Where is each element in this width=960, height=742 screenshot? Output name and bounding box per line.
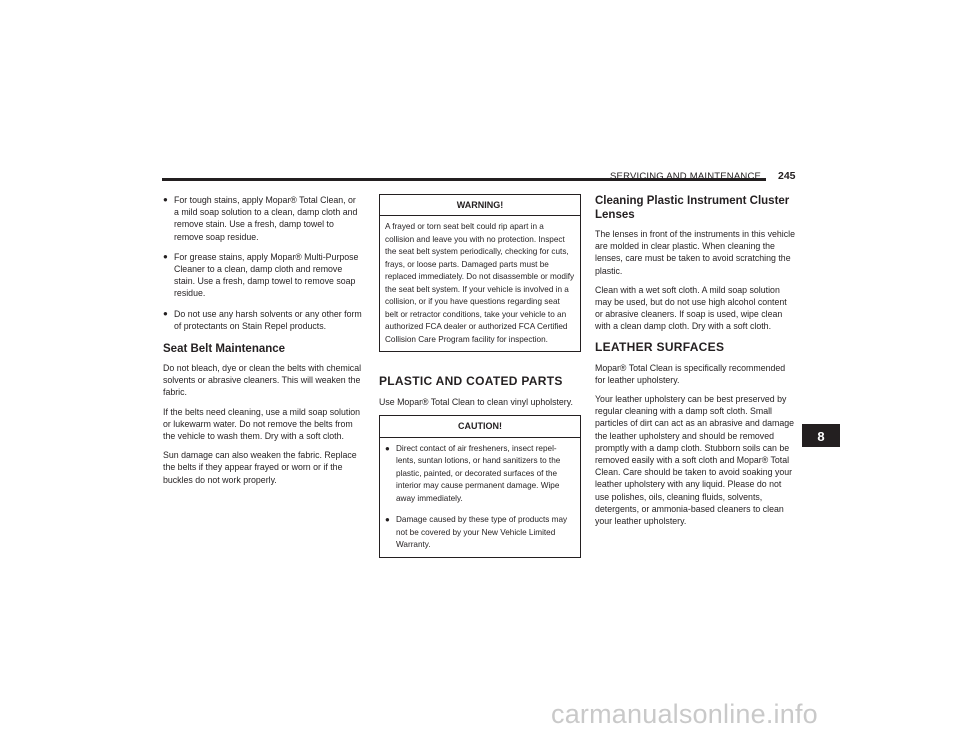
- column-right: [595, 194, 796, 534]
- page-number: 245: [778, 170, 796, 182]
- paragraph: Mopar® Total Clean is specifically recommended for leather upholstery.: [595, 362, 786, 385]
- paragraph: Use Mopar® Total Clean to clean vinyl upholstery.: [379, 397, 573, 408]
- chapter-tab: 8: [802, 424, 840, 447]
- paragraph: Your leather upholstery can be best preserved by regular cleaning with a damp soft cloth. Small particles of dirt can act as an abrasive and damage the leather upholstery and should be removed promptly with a damp cloth. Stubborn soils can be removed easily with a soft cloth and Mopar® Total Clean. Care should be taken to avoid soaking your leather upholstery with any liquid. Please do not use polishes, oils, cleaning fluids, solvents, detergents, or ammonia-based cleaners to clean your leather upholstery.: [595, 394, 795, 527]
- caution-bullet: ● Direct contact of air fresheners, insect repel-lents, suntan lotions, or hand sanitizers to the plastic, painted, or decorated surfaces of the interior may cause permanent damage. Wipe away immediately.: [385, 443, 575, 506]
- warning-box: [379, 194, 581, 352]
- paragraph: Clean with a wet soft cloth. A mild soap solution may be used, but do not use high alcohol content or abrasive cleaners. If soap is used, wipe clean with a clean damp cloth. Dry with a soft cloth.: [595, 284, 787, 332]
- paragraph: Do not bleach, dye or clean the belts with chemical solvents or abrasive cleaners. This will weaken the fabric.: [163, 363, 362, 398]
- warning-text: A frayed or torn seat belt could rip apart in a collision and leave you with no protection. Inspect the seat belt system periodically, checking for cuts, frays, or loose parts. Damaged parts must be replaced immediately. Do not disassemble or modify the seat belt system. If your vehicle is involved in a collision, or if you have questions regarding seat belt or retractor conditions, take your vehicle to an authorized FCA dealer or authorized FCA Certified Collision Care Program facility for inspection.: [385, 222, 575, 344]
- paragraph: The lenses in front of the instruments in this vehicle are molded in clear plastic. When cleaning the lenses, care must be taken to avoid scratching the plastic.: [595, 229, 795, 276]
- caution-title: CAUTION!: [380, 416, 580, 437]
- column-middle: [379, 194, 581, 566]
- bullet-item: ● For tough stains, apply Mopar® Total Clean, or a mild soap solution to a clean, damp cloth and remove stain. Use a fresh, damp towel to remove soap residue.: [163, 194, 363, 243]
- section-title: SERVICING AND MAINTENANCE: [610, 171, 762, 182]
- heading-cleaning-lenses: Cleaning Plastic Instrument Cluster Lenses: [595, 195, 790, 221]
- warning-title: WARNING!: [380, 195, 580, 216]
- bullet-item: ● For grease stains, apply Mopar® Multi-Purpose Cleaner to a clean, damp cloth and remove stain. Use a fresh, damp towel to remove soap residue.: [163, 251, 363, 300]
- heading-leather-surfaces: LEATHER SURFACES: [595, 339, 725, 354]
- bullet-item: ● Do not use any harsh solvents or any other form of protectants on Stain Repel products.: [163, 308, 363, 332]
- paragraph: If the belts need cleaning, use a mild soap solution or lukewarm water. Do not remove the belts from the vehicle to wash them. Dry with a soft cloth.: [163, 406, 361, 442]
- watermark: carmanualsonline.info: [551, 699, 818, 729]
- heading-seat-belt-maintenance: Seat Belt Maintenance: [163, 343, 286, 356]
- column-left: [163, 194, 363, 493]
- caution-bullet: ● Damage caused by these type of products may not be covered by your New Vehicle Limited Warranty.: [385, 514, 575, 552]
- caution-box: [379, 415, 581, 557]
- paragraph: Sun damage can also weaken the fabric. Replace the belts if they appear frayed or worn or if the buckles do not work properly.: [163, 450, 357, 485]
- heading-plastic-coated-parts: PLASTIC AND COATED PARTS: [379, 374, 563, 389]
- caution-body: [380, 438, 580, 557]
